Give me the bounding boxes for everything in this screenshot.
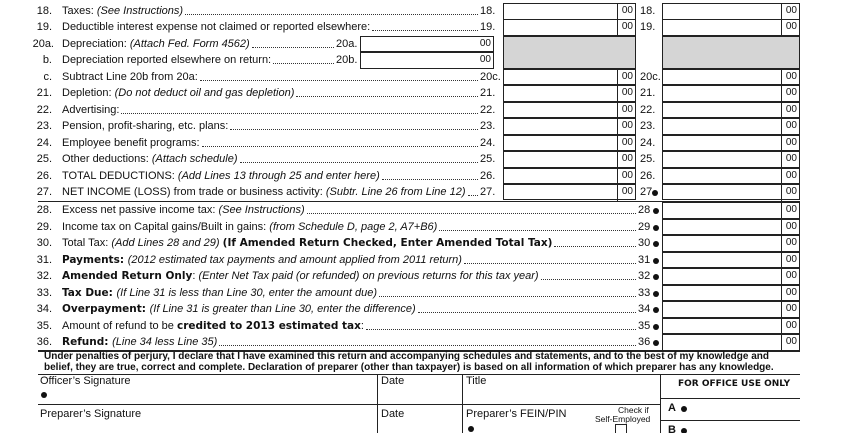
cents-value: 00: [621, 70, 633, 82]
cents-divider: [781, 70, 782, 86]
line-ref-col2: 18.: [640, 5, 656, 17]
amount-input[interactable]: [662, 268, 800, 285]
cents-value: 00: [785, 153, 797, 165]
line-text-part: (See Instructions): [218, 204, 305, 217]
office-use-heading: FOR OFFICE USE ONLY: [678, 379, 791, 390]
form-line: [38, 268, 800, 284]
form-line: [38, 285, 800, 301]
line-number: 22.: [36, 103, 52, 116]
cents-divider: [781, 185, 782, 201]
cents-divider: [781, 152, 782, 168]
cents-value: 00: [785, 169, 797, 181]
amount-input-col2[interactable]: [662, 118, 800, 135]
line-text-part: Excess net passive income tax:: [62, 204, 219, 217]
column-divider: [660, 374, 661, 433]
cents-value: 00: [785, 336, 797, 347]
line-text-part: Taxes:: [62, 5, 97, 17]
amount-input-col1[interactable]: [503, 184, 636, 201]
cents-value: 00: [785, 136, 797, 148]
line-text-part: (Line 34 less Line 35): [112, 336, 218, 348]
cents-value: 00: [785, 5, 797, 16]
line-ref-col2: 21.: [640, 87, 656, 100]
cents-divider: [781, 220, 782, 236]
form-line: [38, 19, 800, 35]
amount-input[interactable]: [360, 52, 494, 69]
bullet-icon: [653, 291, 659, 297]
date-label: Date: [381, 375, 405, 388]
line-text-part: (If Line 31 is less than Line 30, enter the amount due): [116, 286, 377, 299]
line-description: [62, 270, 539, 282]
cents-divider: [781, 286, 782, 302]
form-line: [38, 235, 800, 251]
bullet-icon: [653, 340, 659, 346]
bullet-icon: [653, 241, 659, 247]
line-number: 27.: [36, 185, 52, 198]
line-description: [62, 153, 238, 165]
line-text-part: (2012 estimated tax payments and amount applied from 2011 return): [127, 253, 462, 266]
line-ref-col2: 25.: [640, 153, 656, 166]
line-ref-col2: 26.: [640, 169, 656, 182]
cents-value: 00: [785, 185, 797, 197]
form-line: [38, 135, 800, 151]
cents-divider: [617, 152, 618, 168]
line-ref: 22.: [480, 103, 496, 116]
bullet-icon: [653, 258, 659, 264]
line-description: [62, 120, 228, 132]
line-ref: 20a.: [336, 37, 358, 50]
leader-dots: [121, 104, 478, 114]
amount-input-col2[interactable]: [662, 102, 800, 119]
amount-input-col1[interactable]: [503, 85, 636, 102]
line-text-part: Deductible interest expense not claimed or reported elsewhere:: [62, 21, 371, 34]
line-ref: 31: [638, 253, 651, 266]
preparer-signature-label: Preparer’s Signature: [40, 408, 142, 421]
line-text-part: Subtract Line 20b from 20a:: [62, 70, 198, 83]
cents-divider: [617, 136, 618, 152]
bullet-icon: [652, 190, 658, 196]
line-ref-col2: 22.: [640, 103, 656, 116]
line-number: 34.: [36, 303, 52, 316]
cents-divider: [781, 119, 782, 135]
leader-dots: [382, 170, 478, 180]
line-text-part: (Do not deduct oil and gas depletion): [114, 87, 295, 100]
cents-value: 00: [479, 54, 491, 66]
line-text-part: Employee benefit programs:: [62, 136, 200, 149]
line-ref: 30: [638, 237, 651, 250]
cents-value: 00: [621, 87, 633, 99]
bullet-icon: [653, 225, 659, 231]
cents-divider: [617, 103, 618, 119]
cents-value: 00: [621, 153, 633, 165]
cents-value: 00: [621, 120, 633, 132]
amount-input-col2[interactable]: [662, 168, 800, 185]
amount-input-col1[interactable]: [503, 135, 636, 152]
line-number: 23.: [36, 120, 52, 133]
line-text-part: (Attach schedule): [151, 153, 238, 166]
cents-value: 00: [621, 136, 633, 148]
line-ref: 35: [638, 319, 651, 332]
cents-divider: [781, 20, 782, 36]
cents-divider: [781, 236, 782, 252]
line-ref: 27.: [480, 185, 496, 198]
cents-divider: [617, 185, 618, 201]
cents-value: 00: [621, 21, 633, 33]
amount-input-col1[interactable]: [503, 69, 636, 86]
line-text-part: Depreciation reported elsewhere on return:: [62, 54, 272, 67]
check-label: Check if: [618, 405, 649, 416]
line-text-part: credited to 2013 estimated tax: [176, 319, 361, 332]
cents-value: 00: [621, 5, 633, 16]
cents-divider: [617, 70, 618, 86]
leader-dots: [296, 87, 478, 97]
bullet-icon: [681, 406, 687, 412]
line-ref: 36: [638, 336, 651, 348]
leader-dots: [200, 71, 478, 81]
cents-value: 00: [785, 253, 797, 265]
line-number: 21.: [36, 87, 52, 100]
line-ref-col2: 27: [640, 185, 653, 198]
leader-dots: [468, 186, 479, 196]
cents-value: 00: [785, 204, 797, 216]
cents-divider: [617, 20, 618, 36]
line-ref: 20c.: [480, 70, 501, 83]
tax-form: [32, 0, 800, 433]
line-text-part: NET INCOME (LOSS) from trade or business activity:: [62, 185, 326, 198]
line-description: [62, 237, 552, 249]
line-text-part: Tax Due:: [62, 286, 117, 299]
line-ref: 33: [638, 286, 651, 299]
line-ref-col2: 20c.: [640, 70, 661, 83]
line-description: [62, 87, 294, 99]
office-b-label: B: [668, 424, 676, 433]
blocked-area-col1: [503, 36, 636, 69]
line-description: [62, 320, 364, 332]
line-description: [62, 254, 462, 266]
amount-input[interactable]: [662, 235, 800, 252]
line-number: c.: [43, 70, 52, 83]
amount-input-col2[interactable]: [662, 135, 800, 152]
cents-divider: [617, 169, 618, 185]
line-ref: 19.: [480, 21, 496, 34]
amount-input[interactable]: [662, 301, 800, 318]
form-line: [38, 151, 800, 167]
officer-signature-label: Officer’s Signature: [40, 375, 131, 388]
cents-value: 00: [785, 103, 797, 115]
form-line: [38, 69, 800, 85]
line-ref: 32: [638, 270, 651, 283]
amount-input-col2[interactable]: [662, 85, 800, 102]
line-text-part: (Add Lines 13 through 25 and enter here): [177, 169, 380, 182]
leader-dots: [307, 204, 636, 214]
line-text-part: Amended Return Only: [62, 270, 193, 283]
line-description: [62, 204, 305, 216]
bullet-icon: [653, 208, 659, 214]
line-text-part: (Attach Fed. Form 4562): [129, 37, 250, 50]
line-description: [62, 287, 377, 299]
form-line: [38, 219, 800, 235]
form-line: [38, 3, 800, 19]
form-line: [38, 168, 800, 184]
line-number: 28.: [36, 204, 52, 217]
cents-divider: [781, 253, 782, 269]
line-ref: 25.: [480, 153, 496, 166]
title-label: Title: [466, 375, 487, 388]
cents-value: 00: [785, 220, 797, 232]
line-text-part: :: [192, 270, 199, 283]
cents-divider: [617, 86, 618, 102]
bullet-icon: [681, 428, 687, 433]
cents-value: 00: [785, 270, 797, 282]
line-description: [62, 336, 217, 348]
line-text-part: Overpayment:: [62, 303, 150, 316]
line-ref-col2: 19.: [640, 21, 656, 34]
amount-input-col1[interactable]: [503, 118, 636, 135]
leader-dots: [554, 237, 636, 247]
amount-input[interactable]: [662, 285, 800, 302]
cents-divider: [781, 169, 782, 185]
form-line: [38, 334, 800, 350]
line-number: 25.: [36, 153, 52, 166]
cents-value: 00: [479, 37, 491, 49]
form-line: [38, 118, 800, 134]
amount-input[interactable]: [662, 318, 800, 335]
line-number: 36.: [36, 336, 52, 348]
line-description: [62, 137, 200, 149]
section-divider: [38, 374, 800, 375]
bullet-icon: [41, 392, 47, 398]
bullet-icon: [653, 274, 659, 280]
cents-value: 00: [621, 185, 633, 197]
form-line: [38, 85, 800, 101]
amount-input-col2[interactable]: [662, 3, 800, 20]
amount-input-col1[interactable]: [503, 3, 636, 20]
leader-dots: [464, 254, 636, 264]
line-text-part: Advertising:: [62, 103, 120, 116]
line-description: [62, 170, 380, 182]
amount-input-col2[interactable]: [662, 151, 800, 168]
line-description: [62, 303, 416, 315]
amount-input[interactable]: [662, 219, 800, 236]
cents-value: 00: [785, 87, 797, 99]
amount-input[interactable]: [662, 334, 800, 351]
row-divider: [38, 404, 660, 405]
line-ref: 24.: [480, 136, 496, 149]
cents-divider: [781, 335, 782, 351]
bullet-icon: [653, 307, 659, 313]
leader-dots: [185, 5, 478, 15]
leader-dots: [366, 320, 636, 330]
line-ref: 23.: [480, 120, 496, 133]
cents-divider: [781, 269, 782, 285]
form-line: [38, 301, 800, 317]
leader-dots: [202, 137, 478, 147]
line-description: [62, 54, 271, 66]
line-text-part: :: [360, 319, 364, 332]
line-text-part: (Subtr. Line 26 from Line 12): [325, 185, 466, 198]
preparer-signature-field[interactable]: [40, 420, 374, 432]
line-ref: 29: [638, 220, 651, 233]
line-ref: 21.: [480, 87, 496, 100]
leader-dots: [252, 38, 334, 48]
leader-dots: [541, 270, 636, 280]
line-number: 24.: [36, 136, 52, 149]
date-label: Date: [381, 408, 405, 421]
amount-input-col1[interactable]: [503, 19, 636, 36]
line-description: [62, 104, 119, 116]
form-line: [38, 252, 800, 268]
leader-dots: [372, 21, 478, 31]
cents-value: 00: [785, 21, 797, 33]
line-ref: 26.: [480, 169, 496, 182]
line-number: b.: [42, 54, 52, 67]
line-text-part: Depreciation:: [62, 37, 130, 50]
cents-divider: [781, 203, 782, 219]
amount-input-col2[interactable]: [662, 69, 800, 86]
line-ref-col2: 24.: [640, 136, 656, 149]
line-text-part: Amount of refund to be: [62, 319, 177, 332]
amount-input-col1[interactable]: [503, 102, 636, 119]
line-number: 18.: [36, 5, 52, 17]
line-description: [62, 71, 198, 83]
check-label: Self-Employed: [595, 414, 651, 425]
leader-dots: [273, 54, 334, 64]
line-number: 30.: [36, 237, 52, 250]
cents-divider: [781, 4, 782, 20]
cents-value: 00: [621, 103, 633, 115]
cents-divider: [781, 319, 782, 335]
preparer-fein-label: Preparer’s FEIN/PIN: [466, 408, 567, 421]
line-description: [62, 221, 437, 233]
amount-input[interactable]: [662, 252, 800, 269]
line-ref: 28: [638, 204, 651, 217]
line-ref: 34: [638, 303, 651, 316]
leader-dots: [418, 303, 636, 313]
amount-input-col1[interactable]: [503, 151, 636, 168]
line-text-part: Total Tax:: [62, 237, 112, 250]
leader-dots: [379, 287, 636, 297]
line-description: [62, 5, 183, 17]
line-text-part: (If Amended Return Checked, Enter Amended Total Tax): [222, 237, 553, 250]
leader-dots: [240, 153, 479, 163]
line-number: 29.: [36, 220, 52, 233]
line-number: 20a.: [32, 37, 54, 50]
line-text-part: Payments:: [62, 253, 128, 266]
blocked-area-col2: [662, 36, 800, 69]
leader-dots: [219, 336, 636, 346]
cents-divider: [781, 302, 782, 318]
line-number: 19.: [36, 21, 52, 34]
line-text-part: (Enter Net Tax paid (or refunded) on previous returns for this tax year): [198, 270, 539, 283]
line-description: [62, 38, 250, 50]
officer-signature-field[interactable]: [52, 387, 372, 403]
self-employed-checkbox[interactable]: [615, 424, 627, 433]
line-ref: 18.: [480, 5, 496, 17]
line-number: 31.: [36, 253, 52, 266]
line-text-part: TOTAL DEDUCTIONS:: [62, 169, 178, 182]
cents-value: 00: [785, 286, 797, 298]
amount-input-col1[interactable]: [503, 168, 636, 185]
form-line: [38, 184, 800, 200]
line-text-part: Other deductions:: [62, 153, 152, 166]
perjury-declaration: Under penalties of perjury, I declare that I have examined this return and accompanying schedules and statements, and to the best of my knowledge and belief, they are true, correct and complete. Declaration of preparer (other than taxpayer) is based on all information of which preparer has any knowledge.: [44, 351, 774, 373]
cents-divider: [617, 4, 618, 20]
leader-dots: [230, 120, 478, 130]
line-ref-col2: 23.: [640, 120, 656, 133]
line-text-part: (Add Lines 28 and 29): [111, 237, 223, 250]
line-number: 32.: [36, 270, 52, 283]
line-ref: 20b.: [336, 54, 358, 67]
cents-value: 00: [785, 319, 797, 331]
line-description: [62, 186, 466, 198]
cents-value: 00: [785, 70, 797, 82]
cents-divider: [781, 103, 782, 119]
form-line: [38, 318, 800, 334]
date-field[interactable]: [379, 387, 459, 403]
title-field[interactable]: [464, 387, 658, 403]
cents-divider: [781, 136, 782, 152]
line-description: [62, 21, 370, 33]
office-a-label: A: [668, 402, 676, 415]
form-line: [38, 202, 800, 218]
row-divider: [660, 420, 800, 421]
line-text-part: Income tax on Capital gains/Built in gains:: [62, 220, 270, 233]
line-text-part: (If Line 31 is greater than Line 30, enter the difference): [149, 303, 416, 316]
cents-value: 00: [785, 237, 797, 249]
line-number: 35.: [36, 319, 52, 332]
leader-dots: [439, 221, 636, 231]
amount-input[interactable]: [662, 202, 800, 219]
amount-input-col2[interactable]: [662, 19, 800, 36]
line-number: 26.: [36, 169, 52, 182]
cents-value: 00: [785, 303, 797, 315]
form-line: [38, 102, 800, 118]
line-text-part: Pension, profit-sharing, etc. plans:: [62, 120, 229, 133]
cents-divider: [781, 86, 782, 102]
line-text-part: Refund:: [62, 336, 113, 348]
bullet-icon: [653, 324, 659, 330]
bullet-icon: [468, 426, 474, 432]
line-number: 33.: [36, 286, 52, 299]
cents-divider: [617, 119, 618, 135]
line-text-part: (See Instructions): [96, 5, 184, 17]
line-text-part: (from Schedule D, page 2, A7+B6): [269, 220, 438, 233]
amount-input-col2[interactable]: [662, 184, 800, 201]
cents-value: 00: [785, 120, 797, 132]
row-divider: [660, 398, 800, 399]
cents-value: 00: [621, 169, 633, 181]
amount-input[interactable]: [360, 36, 494, 53]
line-text-part: Depletion:: [62, 87, 115, 100]
